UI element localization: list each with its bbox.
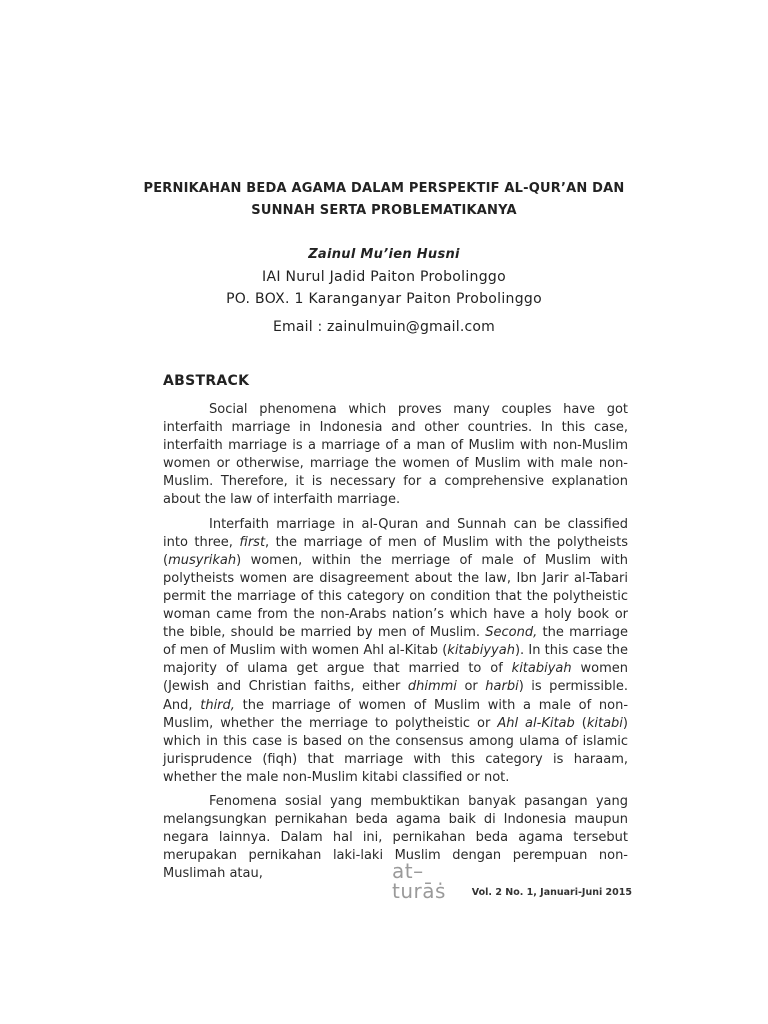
title-line-2: SUNNAH SERTA PROBLEMATIKANYA: [251, 203, 517, 218]
emphasis: Ahl al-Kitab: [497, 715, 575, 731]
emphasis: Second,: [485, 625, 538, 641]
author-block: [100, 244, 668, 338]
abstract-paragraph-2: [163, 516, 628, 787]
emphasis: dhimmi: [407, 679, 457, 695]
abstract-body: [163, 401, 628, 883]
text-run: , the marriage of men of Muslim with the polytheists (: [163, 534, 628, 568]
author-email: Email : zainulmuin@gmail.com: [272, 319, 496, 335]
abstract-paragraph-1: Social phenomena which proves many couples have got interfaith marriage in Indonesia and other countries. In this case, interfaith marriage is a marriage of a man of Muslim with non-Muslim women or otherwise, marriage the women of Muslim with male non-Muslim. Therefore, it is necessary for a comprehensive explanation about the law of interfaith marriage.: [163, 402, 628, 508]
text-run: the marriage of women of Muslim with a male of non-Muslim, whether the merriage to polytheistic or: [163, 697, 629, 731]
text-run: the marriage of men of Muslim with women Ahl al-Kitab (: [163, 625, 628, 659]
emphasis: musyrikah: [168, 552, 237, 568]
abstract-heading: ABSTRACK: [163, 373, 250, 389]
abstract-paragraph-3: Fenomena sosial yang membuktikan banyak pasangan yang melangsungkan pernikahan beda agama baik di Indonesia maupun negara lainnya. Dalam hal ini, pernikahan beda agama tersebut merupakan pernikahan laki-laki Muslim dengan perempuan non-Muslimah atau,: [163, 793, 628, 882]
text-run: ) women, within the merriage of male of Muslim with polytheists women are disagreement about the law, Ibn Jarir al-Tabari permit the marriage of this category on condition that the polytheistic woman came from the non-Arabs nation’s which have a holy book or the bible, should be married by men of Muslim.: [163, 552, 628, 641]
journal-logo: at–turāṡ: [392, 859, 446, 903]
text-run: women (Jewish and Christian faiths, either: [163, 661, 629, 695]
affiliation-line-1: IAI Nurul Jadid Paiton Probolinggo: [262, 269, 506, 285]
text-run: or: [456, 679, 486, 695]
title-line-1: PERNIKAHAN BEDA AGAMA DALAM PERSPEKTIF AL-QUR’AN DAN: [143, 181, 625, 196]
text-run: Interfaith marriage in al-Quran and Sunnah can be classified into three,: [163, 516, 628, 550]
affiliation-line-2: PO. BOX. 1 Karanganyar Paiton Probolinggo: [226, 291, 542, 307]
issue-info: Vol. 2 No. 1, Januari-Juni 2015: [471, 887, 632, 898]
text-run: (: [574, 715, 587, 731]
emphasis: kitabiyah: [511, 661, 572, 677]
text-run: ). In this case the majority of ulama get argue that married to of: [163, 643, 628, 677]
text-run: ) which in this case is based on the consensus among ulama of islamic jurisprudence (fiqh) that marriage with this category is haraam, whether the male non-Muslim kitabi classified or not.: [163, 715, 628, 785]
emphasis: kitabi: [586, 715, 623, 731]
emphasis: kitabiyyah: [447, 643, 515, 659]
emphasis: harbi: [485, 679, 519, 695]
article-title: [100, 178, 668, 222]
page-footer: [392, 859, 632, 903]
text-run: ) is permissible. And,: [163, 679, 628, 713]
emphasis: third,: [200, 697, 235, 713]
emphasis: first: [239, 534, 266, 550]
author-name: Zainul Mu’ien Husni: [308, 247, 460, 262]
